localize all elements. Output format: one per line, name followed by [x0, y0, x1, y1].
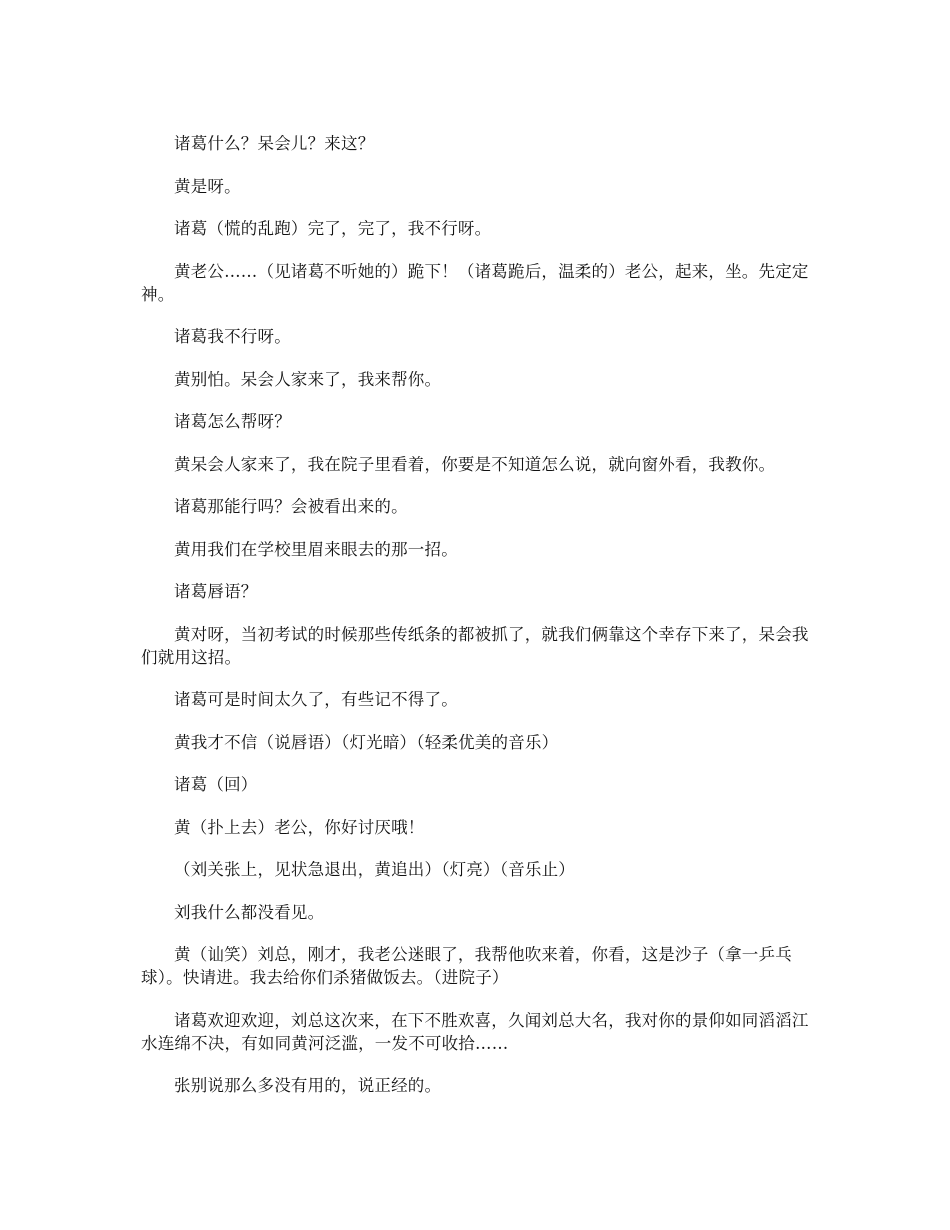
dialogue-line: 诸葛那能行吗？会被看出来的。 — [174, 497, 408, 516]
dialogue-line: 诸葛怎么帮呀？ — [174, 412, 291, 431]
dialogue-line: 黄（讪笑）刘总，刚才，我老公迷眼了，我帮他吹来着，你看，这是沙子（拿一乒乓球）。快请进。我去给你们杀猪做饭去。（进院子） — [141, 945, 792, 987]
dialogue-line: 诸葛可是时间太久了，有些记不得了。 — [174, 690, 458, 709]
stage-direction: （刘关张上，见状急退出，黄追出）（灯亮）（音乐止） — [174, 860, 575, 879]
dialogue-line: 黄我才不信（说唇语）（灯光暗）（轻柔优美的音乐） — [174, 732, 559, 752]
dialogue-line: 诸葛什么？呆会儿？来这？ — [174, 134, 375, 153]
dialogue-line: 黄别怕。呆会人家来了，我来帮你。 — [174, 369, 442, 389]
dialogue-line: 张别说那么多没有用的，说正经的。 — [174, 1076, 442, 1095]
document-page — [141, 132, 811, 1117]
dialogue-line: 黄对呀，当初考试的时候那些传纸条的都被抓了，就我们俩靠这个幸存下来了，呆会我们就用这招。 — [141, 624, 809, 667]
dialogue-line: 黄是呀。 — [174, 176, 241, 196]
dialogue-line: 黄用我们在学校里眉来眼去的那一招。 — [174, 539, 458, 559]
dialogue-line: 刘我什么都没看见。 — [174, 902, 325, 922]
dialogue-line: 黄老公……（见诸葛不听她的）跪下！（诸葛跪后，温柔的）老公，起来，坐。先定定神。 — [141, 261, 809, 304]
dialogue-line: 诸葛欢迎欢迎，刘总这次来，在下不胜欢喜，久闻刘总大名，我对你的景仰如同滔滔江水连绵不决，有如同黄河泛滥，一发不可收拾…… — [141, 1010, 809, 1053]
dialogue-line: 黄呆会人家来了，我在院子里看着，你要是不知道怎么说，就向窗外看，我教你。 — [174, 454, 776, 474]
dialogue-line: 黄（扑上去）老公，你好讨厌哦！ — [174, 817, 425, 837]
dialogue-line: 诸葛我不行呀。 — [174, 327, 291, 346]
dialogue-line: 诸葛唇语？ — [174, 582, 258, 601]
dialogue-line: 诸葛（慌的乱跑）完了，完了，我不行呀。 — [174, 219, 492, 238]
dialogue-line: 诸葛（回） — [174, 775, 258, 794]
